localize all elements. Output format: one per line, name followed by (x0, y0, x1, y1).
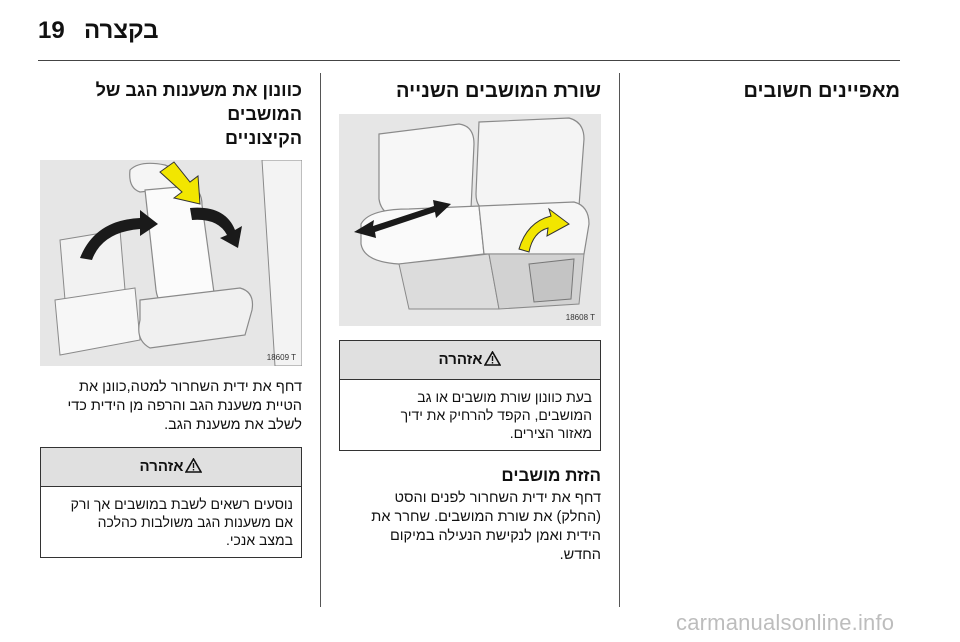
section-heading-second-row: שורת המושבים השנייה (396, 80, 601, 102)
column-left (40, 74, 302, 558)
heading-line: הקיצוניים (225, 128, 302, 148)
warning-title: אזהרה (438, 351, 483, 368)
warning-line: במצב אנכי. (226, 532, 293, 548)
warning-line: אם משענות הגב משולבות כהלכה (97, 514, 293, 530)
body-line: דחף את ידית השחרור למטה,כוונן את (78, 379, 302, 395)
heading-line: כוונון את משענות הגב של המושבים (95, 80, 302, 124)
subheading-move-seats: הזזת מושבים (501, 466, 601, 485)
body-line: הטיית משענת הגב והרפה מן הידית כדי (67, 398, 302, 414)
warning-header (41, 448, 301, 487)
warning-box-backrest (40, 447, 302, 558)
warning-header (340, 341, 600, 380)
warning-text (41, 487, 301, 557)
warning-text (340, 380, 600, 450)
column-divider-left (320, 73, 321, 607)
section-heading-features: מאפיינים חשובים (743, 80, 900, 102)
warning-box-second-row (339, 340, 601, 451)
body-line: החדש. (559, 547, 601, 563)
column-right (634, 74, 900, 104)
figure-second-row-seats (339, 114, 601, 326)
warning-line: המושבים, הקפד להרחיק את ידיך (400, 407, 592, 423)
section-heading-outer-backrests (40, 78, 302, 150)
watermark: carmanualsonline.info (676, 610, 895, 635)
header-divider (38, 60, 900, 61)
figure-code: 18608 T (565, 313, 595, 322)
column-divider-right (619, 73, 620, 607)
body-line: דחף את ידית השחרור לפנים והסט (394, 490, 601, 506)
warning-triangle-icon (185, 458, 202, 473)
instructions-move-seats (339, 489, 601, 565)
instructions-backrest (40, 378, 302, 435)
warning-line: מאזור הצירים. (509, 425, 592, 441)
column-middle (339, 74, 601, 565)
warning-triangle-icon (484, 351, 501, 366)
warning-line: בעת כוונון שורת מושבים או גב (417, 389, 592, 405)
seat-slide-illustration (339, 114, 601, 326)
body-line: (החלק) את שורת המושבים. שחרר את (371, 509, 601, 525)
figure-outer-backrest (40, 160, 302, 366)
body-line: לשלב את משענת הגב. (164, 417, 302, 433)
body-line: הידית ואמן לנקישת הנעילה במיקום (389, 528, 601, 544)
figure-code: 18609 T (266, 353, 296, 362)
page-number: 19 (38, 17, 65, 44)
warning-line: נוסעים רשאים לשבת במושבים אך ורק (70, 496, 293, 512)
warning-title: אזהרה (139, 458, 184, 475)
running-head: בקצרה (84, 17, 159, 44)
backrest-fold-illustration (40, 160, 302, 366)
